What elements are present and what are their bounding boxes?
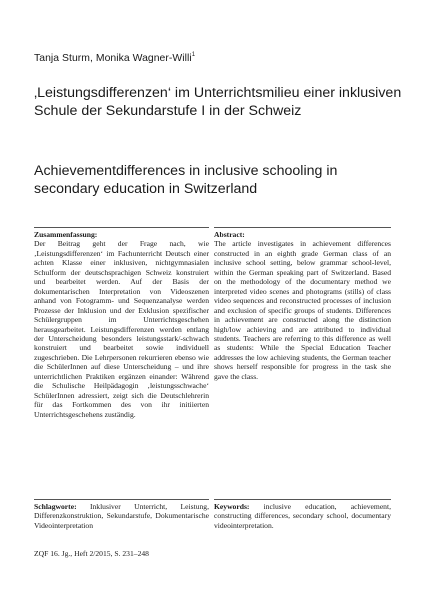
english-keywords	[214, 502, 391, 530]
abstract-top-rule-left	[34, 227, 209, 228]
author-footnote-mark: 1	[191, 52, 196, 58]
english-keywords-text: inclusive education, achievement, constructing differences, secondary school, documentary videointerpretation.	[214, 502, 391, 530]
author-line	[34, 53, 195, 64]
english-abstract-text: The article investigates in achievement differences constructed in an eighth grade German class of an inclusive school setting, below grammar school-level, within the German speaking part of Switzerland. Based on the methodology of the documentary method we interpreted video scenes and photograms (stills) of class video sequences and reconstructed processes of inclusion and exclusion of specific groups of students. Differences in achievement are constructed along the distinction high/low achieving and are attributed to individual students. Teachers are referring to this difference as well as students: While the Special Education Teacher addresses the low achieving students, the German teacher shows herself responsible for progress in the task she gave the class.	[214, 239, 391, 381]
keywords-rule-left	[34, 499, 209, 500]
article-title-english: Achievementdifferences in inclusive schooling in secondary education in Switzerland	[34, 163, 338, 197]
german-abstract-heading: Zusammenfassung:	[34, 230, 98, 239]
german-keywords	[34, 502, 209, 530]
journal-footer: ZQF 16. Jg., Heft 2/2015, S. 231–248	[34, 549, 149, 558]
german-keywords-text: Inklusiver Unterricht, Leistung, Differenzkonstruktion, Sekundarstufe, Dokumentarische Videointerpretation	[34, 502, 209, 530]
article-title-german: ‚Leistungsdifferenzen‘ im Unterrichtsmilieu einer inklusiven Schule der Sekundarstufe I in der Schweiz	[34, 85, 402, 119]
english-abstract-heading: Abstract:	[214, 230, 245, 239]
english-abstract	[214, 230, 391, 381]
author-names: Tanja Sturm, Monika Wagner-Willi	[34, 53, 192, 64]
german-keywords-heading: Schlagworte:	[34, 502, 77, 511]
abstract-top-rule-right	[214, 227, 391, 228]
german-abstract	[34, 230, 209, 419]
german-abstract-text: Der Beitrag geht der Frage nach, wie ‚Leistungsdifferenzen‘ im Fachunterricht Deutsch einer achten Klasse einer inklusiven, nichtgymnasialen Schulform der deutschsprachigen Schweiz konstruiert und bearbeitet werden. Auf der Basis der dokumentarischen Interpretation von Videoszenen anhand von Fotogramm- und Sequenzanalyse werden Prozesse der Inklusion und der Exklusion spezifischer Schülergruppen im Unterrichtsgeschehen herausgearbeitet. Leistungsdifferenzen werden entlang der Unterscheidung besonders leistungsstark/-schwach konstruiert und bearbeitet sowie individuell zugeschrieben. Die Lehrpersonen rekurrieren ebenso wie die SchülerInnen auf diese Unterscheidung – und ihre unterrichtlichen Praktiken ergänzen einander: Während die Schulische Heilpädagogin ‚leistungsschwache‘ SchülerInnen adressiert, zeigt sich die Deutschlehrerin für das Fortkommen des von ihr initiierten Unterrichtsgeschehens zuständig.	[34, 239, 209, 419]
english-keywords-heading: Keywords:	[214, 502, 250, 511]
keywords-rule-right	[214, 499, 391, 500]
